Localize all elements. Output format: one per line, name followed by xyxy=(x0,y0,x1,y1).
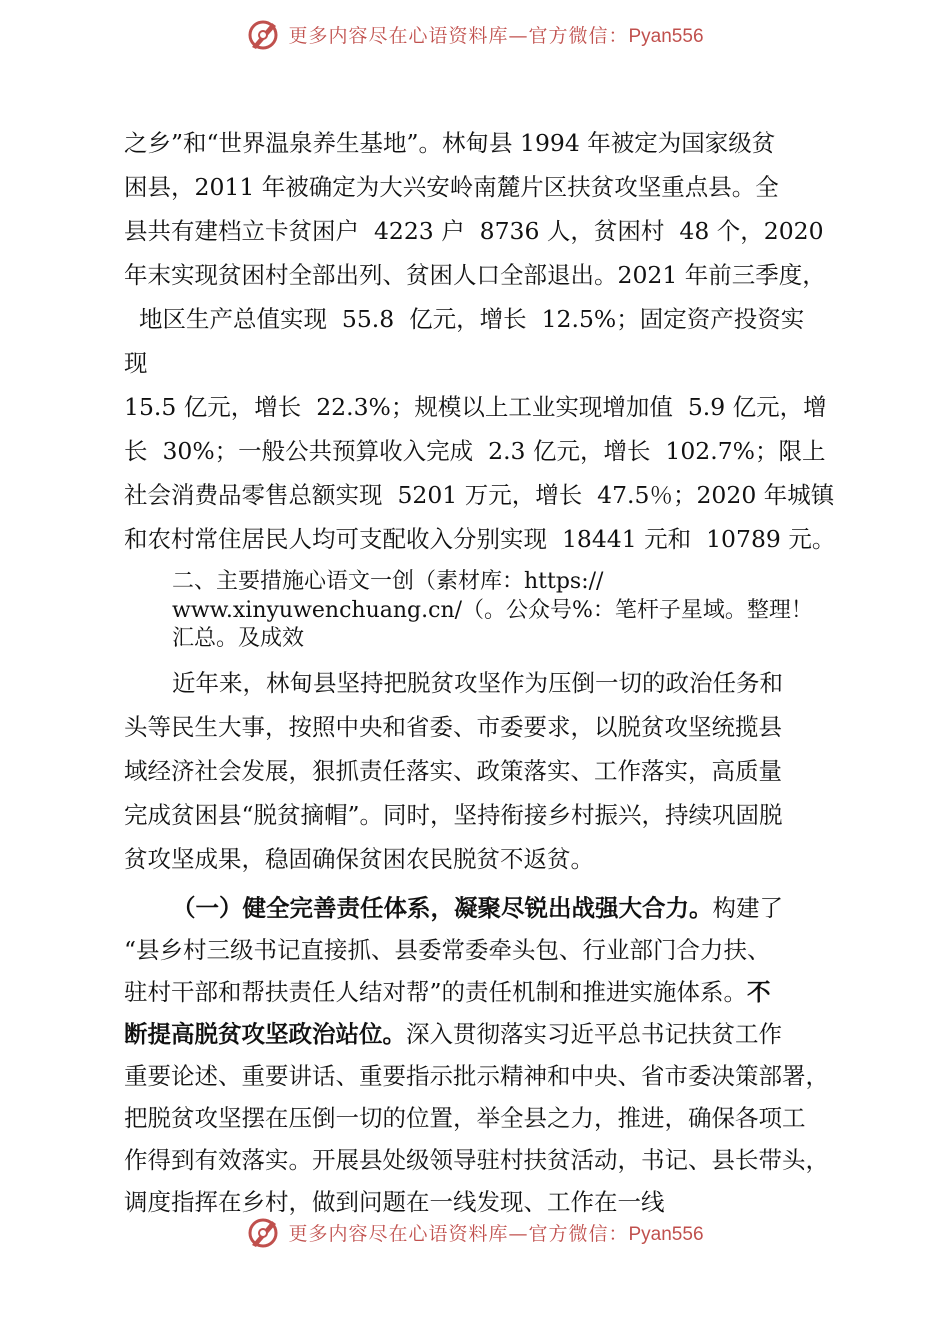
bold-subheading: 断提高脱贫攻坚政治站位。 xyxy=(124,1019,406,1048)
text-line: 调度指挥在乡村，做到问题在一线发现、工作在一线 xyxy=(124,1187,665,1216)
section-heading xyxy=(124,568,844,654)
pen-circle-logo-icon xyxy=(246,1215,280,1249)
text-line: 域经济社会发展，狠抓责任落实、政策落实、工作落实，高质量 xyxy=(124,756,782,785)
pen-circle-logo-icon xyxy=(246,17,280,51)
bold-subheading: （一）健全完善责任体系，凝聚尽锐出战强大合力。 xyxy=(172,893,713,922)
text-line: 年末实现贫困村全部出列、贫困人口全部退出。2021 年前三季度， xyxy=(124,261,826,289)
text-line: 长 30%；一般公共预算收入完成 2.3 亿元，增长 102.7%；限上 xyxy=(124,437,826,465)
text-line: 社会消费品零售总额实现 5201 万元，增长 47.5％；2020 年城镇 xyxy=(124,481,835,509)
text-line: 头等民生大事，按照中央和省委、市委要求，以脱贫攻坚统揽县 xyxy=(124,712,782,741)
text-line: 近年来，林甸县坚持把脱贫攻坚作为压倒一切的政治任务和 xyxy=(172,668,783,697)
paragraph-responsibility xyxy=(124,887,844,1223)
text-line xyxy=(124,971,844,1013)
text-line: 和农村常住居民人均可支配收入分别实现 18441 元和 10789 元。 xyxy=(124,525,836,553)
text-line: 地区生产总值实现 55.8 亿元，增长 12.5%；固定资产投资实 xyxy=(124,305,805,333)
text-line: 15.5 亿元，增长 22.3%；规模以上工业实现增加值 5.9 亿元，增 xyxy=(124,393,827,421)
text-line xyxy=(124,1013,844,1055)
bold-subheading: 不 xyxy=(747,977,771,1006)
text-line: 之乡”和“世界温泉养生基地”。林甸县 1994 年被定为国家级贫 xyxy=(124,129,776,157)
paragraph-measures xyxy=(124,661,844,881)
text-line: “县乡村三级书记直接抓、县委常委牵头包、行业部门合力扶、 xyxy=(124,935,771,964)
text-line xyxy=(124,887,844,929)
watermark-text: 更多内容尽在心语资料库—官方微信：Pyan556 xyxy=(288,24,704,47)
text-line: 贫攻坚成果，稳固确保贫困农民脱贫不返贫。 xyxy=(124,844,594,873)
document-body xyxy=(124,121,844,1223)
heading-line: www.xinyuwenchuang.cn/（。公众号%：笔杆子星域。整理！ xyxy=(172,597,813,623)
text-span: 深入贯彻落实习近平总书记扶贫工作 xyxy=(406,1019,782,1048)
text-span: 驻村干部和帮扶责任人结对帮”的责任机制和推进实施体系。 xyxy=(124,977,748,1006)
footer-watermark xyxy=(0,1212,950,1252)
watermark-account: Pyan556 xyxy=(628,25,704,47)
text-span: 构建了 xyxy=(712,893,783,922)
text-line: 把脱贫攻坚摆在压倒一切的位置，举全县之力，推进，确保各项工 xyxy=(124,1103,806,1132)
text-line: 重要论述、重要讲话、重要指示批示精神和中央、省市委决策部署， xyxy=(124,1061,829,1090)
heading-line: 汇总。及成效 xyxy=(172,626,305,651)
paragraph-overview xyxy=(124,121,844,561)
text-line: 县共有建档立卡贫困户 4223 户 8736 人，贫困村 48 个，2020 xyxy=(124,217,824,245)
watermark-account: Pyan556 xyxy=(628,1223,704,1245)
watermark-text: 更多内容尽在心语资料库—官方微信：Pyan556 xyxy=(288,1222,704,1245)
heading-line: 二、主要措施心语文一创（素材库：https:// xyxy=(172,569,604,594)
header-watermark xyxy=(0,14,950,54)
text-line: 困县，2011 年被确定为大兴安岭南麓片区扶贫攻坚重点县。全 xyxy=(124,173,779,201)
text-line: 完成贫困县“脱贫摘帽”。同时，坚持衔接乡村振兴，持续巩固脱 xyxy=(124,800,783,829)
text-line: 作得到有效落实。开展县处级领导驻村扶贫活动，书记、县长带头， xyxy=(124,1145,829,1174)
text-line: 现 xyxy=(124,349,148,377)
